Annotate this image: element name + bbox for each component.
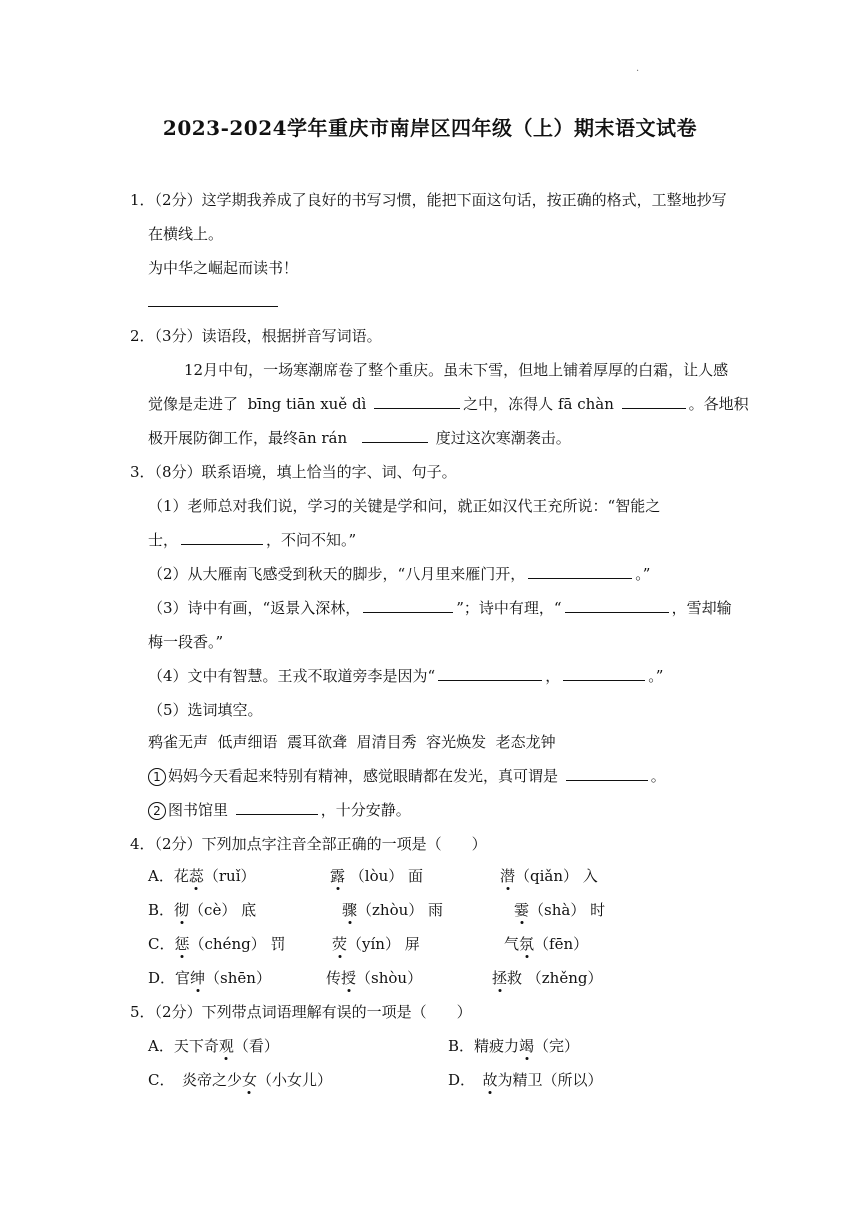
option-text: （ruǐ） [203,867,256,885]
q4-option-a-1[interactable] [148,866,256,886]
answer-blank[interactable] [363,598,453,613]
dotted-character: 蕊 [188,867,204,885]
q4-option-a-2 [330,866,423,886]
option-text: D．官 [148,969,191,987]
option-text: （fēn） [534,935,589,953]
option-text: （shòu） [356,969,423,987]
option-text: （chéng） 罚 [189,935,286,953]
option-text: （shēn） [205,969,271,987]
answer-blank[interactable] [565,598,669,613]
answer-blank[interactable] [566,766,648,781]
q4-option-c-2 [332,934,420,954]
q5-head: 5．（2分）下列带点词语理解有误的一项是（ ） [130,1003,472,1021]
q4-option-d-2 [326,968,422,988]
q1-answer-line[interactable] [148,292,278,312]
dotted-character: 氛 [519,935,535,953]
option-text: C． [148,935,175,953]
page-title: 2023-2024学年重庆市南岸区四年级（上）期末语文试卷 [162,116,698,140]
q5-option-a[interactable] [148,1036,279,1056]
dotted-character: 女 [241,1071,257,1089]
dotted-character: 彻 [174,901,190,919]
answer-blank[interactable] [236,800,318,815]
option-text: （zhòu） 雨 [357,901,444,919]
q3-s1-line1: （1）老师总对我们说，学习的关键是学和问，就正如汉代王充所说：“智能之 [148,497,661,515]
q3-s2 [148,564,650,584]
q3-word-bank: 鸦雀无声 低声细语 震耳欲聋 眉清目秀 容光焕发 老态龙钟 [148,733,556,751]
q3-s5: （5）选词填空。 [148,701,263,719]
q4-option-d-3 [492,968,603,988]
option-text: （lòu） 面 [349,867,424,885]
option-text: B． [148,901,175,919]
option-text: （完） [534,1037,580,1055]
option-text: （小女儿） [257,1071,333,1089]
q4-option-b-1[interactable] [148,900,256,920]
dotted-character: 荧 [332,935,348,953]
dotted-character: 故 [482,1071,498,1089]
option-text: 气 [504,935,520,953]
q1-line2: 在横线上。 [148,225,224,243]
q1-sentence: 为中华之崛起而读书！ [148,259,299,277]
q4-head: 4．（2分）下列加点字注音全部正确的一项是（ ） [130,835,487,853]
q2-head: 2．（3分）读语段，根据拼音写词语。 [130,327,382,345]
circled-number: 2 [148,802,166,820]
q3-text: ， [545,667,561,685]
q3-text: 。 [650,767,666,785]
answer-blank[interactable] [362,428,428,443]
dotted-character: 绅 [190,969,206,987]
q3-text: ”；诗中有理，“ [456,599,562,617]
option-text: （看） [233,1037,279,1055]
header-mark: · [636,66,640,77]
option-text: （qiǎn） 入 [515,867,598,885]
q4-option-b-3 [514,900,605,920]
q3-text: 图书馆里 [168,801,229,819]
q4-option-c-1[interactable] [148,934,285,954]
dotted-character: 竭 [519,1037,535,1055]
q3-text: ，十分安静。 [320,801,411,819]
option-text: A．天下奇 [148,1037,219,1055]
option-text: D． [448,1071,483,1089]
q3-s3-line2: 梅一段香。” [148,633,224,651]
option-text: 传 [326,969,342,987]
q3-s1-line2 [148,530,356,550]
dotted-character: 观 [218,1037,234,1055]
q2-paragraph-line1: 12月中旬，一场寒潮席卷了整个重庆。虽未下雪，但地上铺着厚厚的白霜，让人感 [184,361,729,379]
pinyin: ān rán [298,429,348,447]
q1-line1: 1．（2分）这学期我养成了良好的书写习惯，能把下面这句话，按正确的格式，工整地抄写 [130,191,727,209]
dotted-character: 拯 [492,969,508,987]
dotted-character: 骤 [342,901,358,919]
option-text: C． 炎帝之少 [148,1071,242,1089]
q3-text: 。” [648,667,664,685]
pinyin: fā chàn [557,395,614,413]
answer-blank[interactable] [528,564,632,579]
q3-head: 3．（8分）联系语境，填上恰当的字、词、句子。 [130,463,457,481]
q3-text: ，雪却输 [671,599,732,617]
answer-blank[interactable] [374,394,460,409]
q3-s3-line1 [148,598,732,618]
q3-choice-1 [148,766,666,786]
answer-blank[interactable] [181,530,263,545]
q4-option-c-3 [504,934,588,954]
q2-text: 度过这次寒潮袭击。 [435,429,571,447]
q5-option-b[interactable] [448,1036,579,1056]
dotted-character: 惩 [174,935,190,953]
option-text: B．精疲力 [448,1037,520,1055]
dotted-character: 霎 [514,901,530,919]
q5-option-c[interactable] [148,1070,332,1090]
q3-text: （4）文中有智慧。王戎不取道旁李是因为“ [148,667,436,685]
q3-text: ，不问不知。” [266,531,357,549]
q3-s4 [148,666,663,686]
option-text: （cè） 底 [189,901,257,919]
answer-blank[interactable] [438,666,542,681]
option-text: （shà） 时 [529,901,606,919]
dotted-character: 潜 [500,867,516,885]
q3-text: （2）从大雁南飞感受到秋天的脚步，“八月里来雁门开， [148,565,526,583]
dotted-character: 授 [341,969,357,987]
option-text: 为精卫（所以） [497,1071,603,1089]
q2-paragraph-line2 [148,394,749,414]
q2-paragraph-line3 [148,428,571,448]
circled-number: 1 [148,768,166,786]
q3-text: 。” [635,565,651,583]
option-text: 救 （zhěng） [507,969,603,987]
q4-option-a-3 [500,866,598,886]
q2-text: 觉像是走进了 [148,395,239,413]
q3-text: 妈妈今天看起来特别有精神，感觉眼睛都在发光，真可谓是 [168,767,559,785]
q3-text: （3）诗中有画，“返景入深林， [148,599,361,617]
option-text: （yín） 屏 [347,935,420,953]
q3-choice-2 [148,800,411,820]
answer-blank[interactable] [563,666,645,681]
dotted-character: 露 [330,867,346,885]
q3-text: 士， [148,531,179,549]
pinyin: bīng tiān xuě dì [247,395,367,413]
q2-text: 。各地积 [688,395,749,413]
q2-text: 极开展防御工作，最终 [148,429,299,447]
option-text: A．花 [148,867,189,885]
q2-text: 之中，冻得人 [463,395,554,413]
answer-blank[interactable] [622,394,686,409]
q5-option-d[interactable] [448,1070,603,1090]
q4-option-d-1[interactable] [148,968,271,988]
q4-option-b-2 [342,900,443,920]
